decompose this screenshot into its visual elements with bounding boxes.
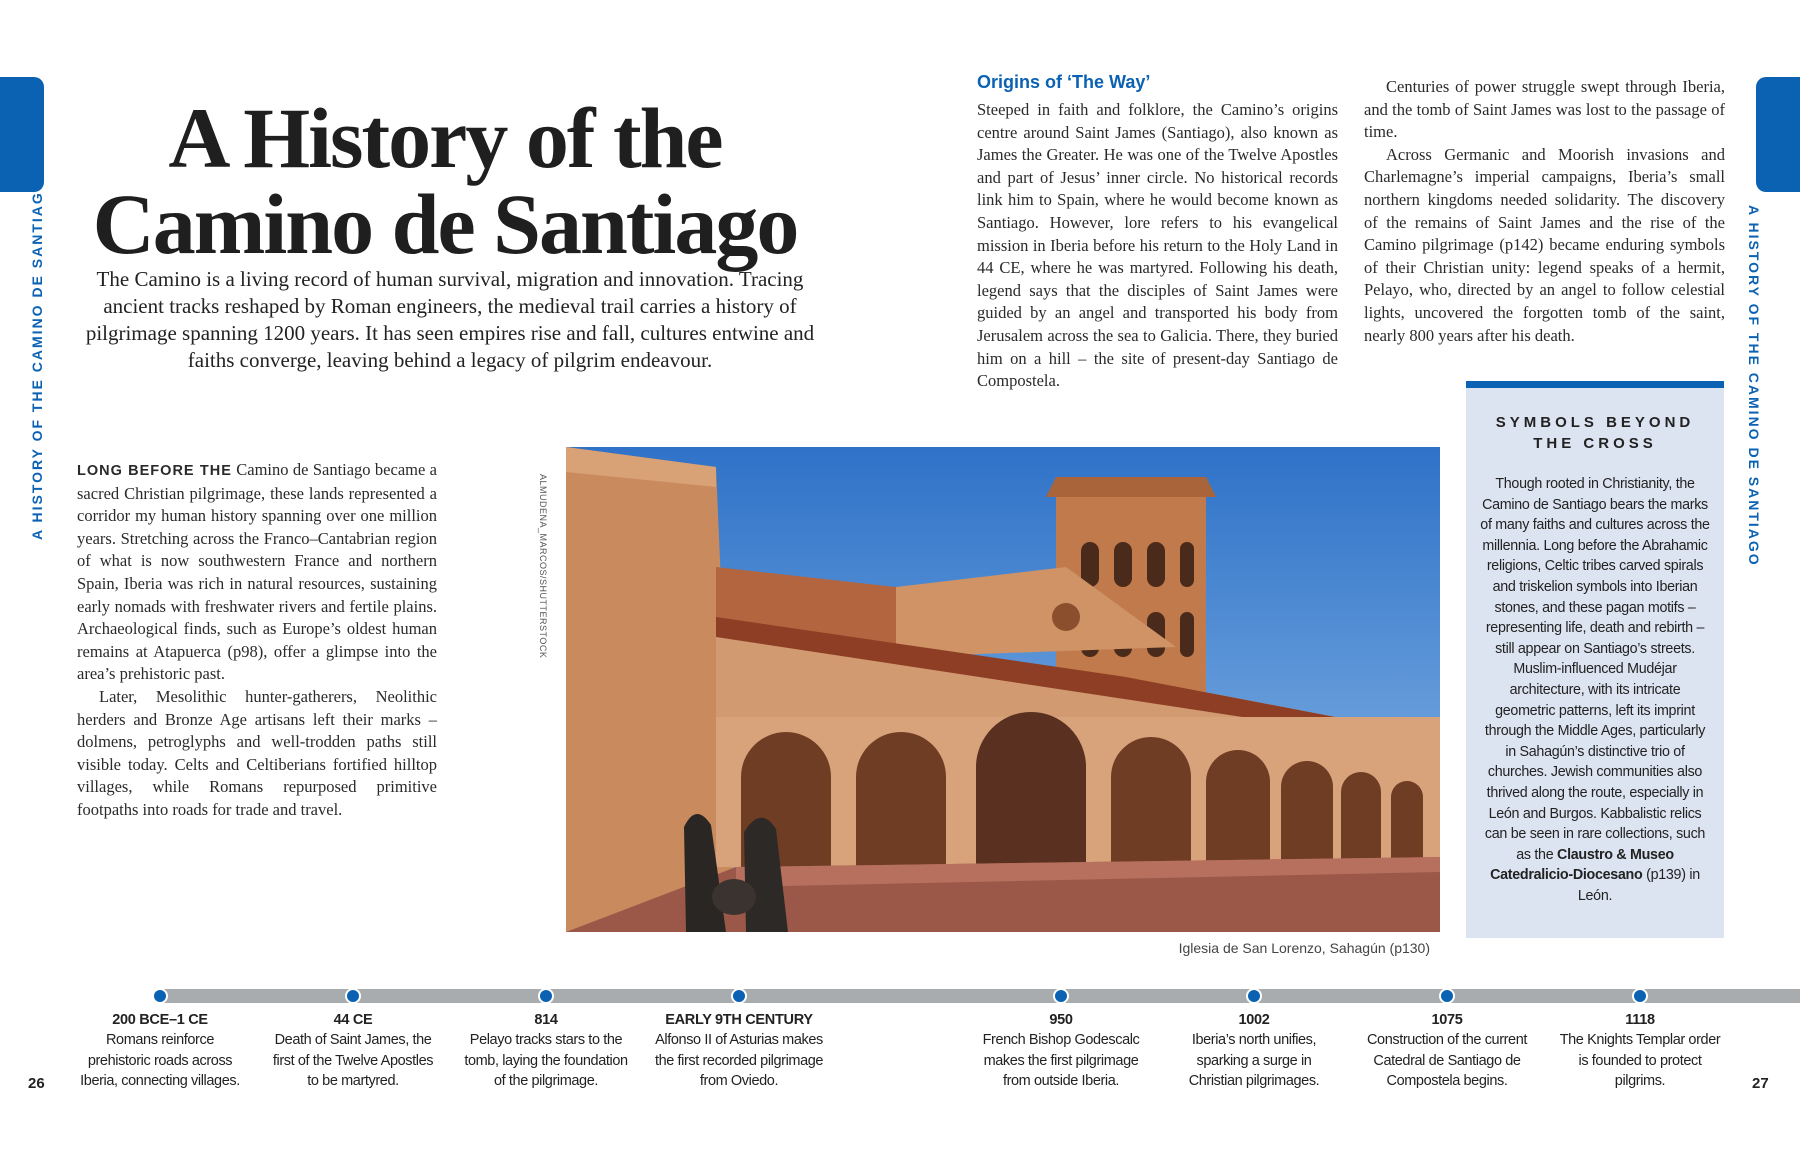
timeline-text: Pelayo tracks stars to the tomb, laying the foundation of the pilgrimage. — [464, 1032, 628, 1089]
page-number-left: 26 — [28, 1075, 45, 1092]
timeline-dot — [1439, 988, 1455, 1004]
timeline-date: 950 — [1049, 1012, 1073, 1028]
chapter-tab-right — [1756, 77, 1800, 192]
timeline-dot — [1632, 988, 1648, 1004]
timeline-dot — [538, 988, 554, 1004]
timeline-text: French Bishop Godescalc makes the first pilgrimage from outside Iberia. — [982, 1032, 1140, 1089]
timeline-text: Death of Saint James, the first of the Twelve Apostles to be martyred. — [272, 1032, 434, 1089]
timeline-item — [1362, 988, 1532, 1092]
origins-paragraph: Steeped in faith and folklore, the Camino’s origins centre around Saint James (Santiago), also known as James the Greater. He was one of the Twelve Apostles and part of Jesus’ inner circle. No historical records link him to Spain, where he would become known as Santiago. However, lore refers to his evangelical mission in Iberia before his return to the Holy Land in 44 CE, where he was martyred. Following his death, legend says that the disciples of Saint James were guided by an angel and transported his body from Jerusalem across the sea to Galicia. There, they buried him on a hill – the site of present-day Santiago de Compostela. — [977, 100, 1338, 391]
side-running-head-right: A HISTORY OF THE CAMINO DE SANTIAGO — [1746, 205, 1762, 567]
photo-credit: ALMUDENA_MARCOS/SHUTTERSTOCK — [538, 474, 548, 659]
timeline-date: 1075 — [1431, 1012, 1463, 1028]
sidebar-body — [1478, 474, 1712, 906]
origins-heading: Origins of ‘The Way’ — [977, 72, 1151, 92]
photo-caption: Iglesia de San Lorenzo, Sahagún (p130) — [1178, 940, 1430, 956]
timeline-text: Alfonso II of Asturias makes the first recorded pilgrimage from Oviedo. — [654, 1032, 824, 1089]
symbols-sidebar — [1466, 381, 1724, 938]
timeline-item — [461, 988, 631, 1092]
church-photo — [566, 447, 1440, 932]
chapter-tab-left — [0, 77, 44, 192]
timeline-dot — [152, 988, 168, 1004]
timeline-text: Iberia’s north unifies, sparking a surge in Christian pilgrimages. — [1188, 1032, 1320, 1089]
timeline-date: 814 — [534, 1012, 558, 1028]
timeline-text: Construction of the current Catedral de Santiago de Compostela begins. — [1366, 1032, 1528, 1089]
timeline-date: 1002 — [1238, 1012, 1270, 1028]
title-line-2: Camino de Santiago — [92, 176, 798, 272]
sidebar-body-bold: Claustro & Museo Catedralicio-Diocesano — [1490, 846, 1674, 884]
page-title — [60, 90, 830, 272]
intro-paragraph: The Camino is a living record of human survival, migration and innovation. Tracing ancient tracks reshaped by Roman engineers, the medieval trail carries a history of pilgrimage spanning 1200 years. It has seen empires rise and fall, cultures entwine and faiths converge, leaving behind a legacy of pilgrim endeavour. — [85, 267, 815, 372]
timeline-date: 44 CE — [333, 1012, 373, 1028]
timeline-dot — [731, 988, 747, 1004]
left-paragraph-1-text: Camino de Santiago became a sacred Christian pilgrimage, these lands represented a corridor my human history spanning over one million years. Stretching across the Franco–Cantabrian region of what is now southwestern France and northern Spain, Iberia was rich in natural resources, sustaining early nomads with freshwater rivers and fertile plains. Archaeological finds, such as Europe’s oldest human remains at Atapuerca (p98), offer a glimpse into the area’s prehistoric past. — [77, 460, 438, 684]
sidebar-title-line-2: THE CROSS — [1533, 435, 1657, 452]
timeline-item — [654, 988, 824, 1092]
sidebar-body-b: (p139) in León. — [1577, 867, 1700, 904]
timeline-item — [268, 988, 438, 1092]
timeline-text: Romans reinforce prehistoric roads across Iberia, connecting villages. — [80, 1032, 240, 1089]
page-number-right: 27 — [1752, 1075, 1769, 1092]
origins-column — [977, 99, 1338, 393]
timeline-date: EARLY 9TH CENTURY — [665, 1012, 813, 1028]
side-running-head-left: A HISTORY OF THE CAMINO DE SANTIAGO — [29, 178, 45, 540]
right-paragraph-1: Centuries of power struggle swept through Iberia, and the tomb of Saint James was lost to the passage of time. — [1364, 77, 1725, 142]
timeline-item — [1169, 988, 1339, 1092]
title-line-1: A History of the — [168, 90, 722, 186]
timeline-date: 1118 — [1625, 1012, 1655, 1028]
timeline-item — [976, 988, 1146, 1092]
sidebar-title — [1466, 412, 1724, 454]
timeline-item — [1555, 988, 1725, 1092]
left-column — [77, 459, 437, 822]
right-column — [1364, 76, 1725, 347]
timeline-text: The Knights Templar order is founded to protect pilgrims. — [1559, 1032, 1721, 1089]
timeline-item — [75, 988, 245, 1092]
timeline-date: 200 BCE–1 CE — [112, 1012, 208, 1028]
church-illustration — [566, 447, 1440, 932]
timeline-dot — [345, 988, 361, 1004]
right-paragraph-2: Across Germanic and Moorish invasions and Charlemagne’s imperial campaigns, Iberia’s small northern kingdoms needed solidarity. The discovery of the remains of Saint James and the rise of the Camino pilgrimage (p142) became enduring symbols of their Christian unity: legend speaks of a hermit, Pelayo, who, directed by an angel to follow celestial lights, uncovered the forgotten tomb of the saint, nearly 800 years after his death. — [1364, 144, 1725, 345]
timeline-dot — [1246, 988, 1262, 1004]
left-paragraph-1 — [77, 459, 437, 686]
sidebar-body-a: Though rooted in Christianity, the Camino de Santiago bears the marks of many faiths and cultures across the millennia. Long before the Abrahamic religions, Celtic tribes carved spirals and triskelion symbols into Iberian stones, and these pagan motifs – representing life, death and rebirth – still appear on Santiago’s streets. Muslim-influenced Mudéjar architecture, with its intricate geometric patterns, left its imprint through the Middle Ages, particularly in Sahagún’s distinctive trio of churches. Jewish communities also thrived along the route, especially in León and Burgos. Kabbalistic relics can be seen in rare collections, such as the — [1480, 476, 1710, 863]
timeline-dot — [1053, 988, 1069, 1004]
left-paragraph-2: Later, Mesolithic hunter-gatherers, Neolithic herders and Bronze Age artisans left their marks – dolmens, petroglyphs and well-trodden paths still visible today. Celts and Celtiberians fortified hilltop villages, while Romans repurposed primitive footpaths into roads for trade and travel. — [77, 686, 437, 819]
lead-in: LONG BEFORE THE — [77, 463, 232, 479]
sidebar-title-line-1: SYMBOLS BEYOND — [1495, 414, 1695, 431]
